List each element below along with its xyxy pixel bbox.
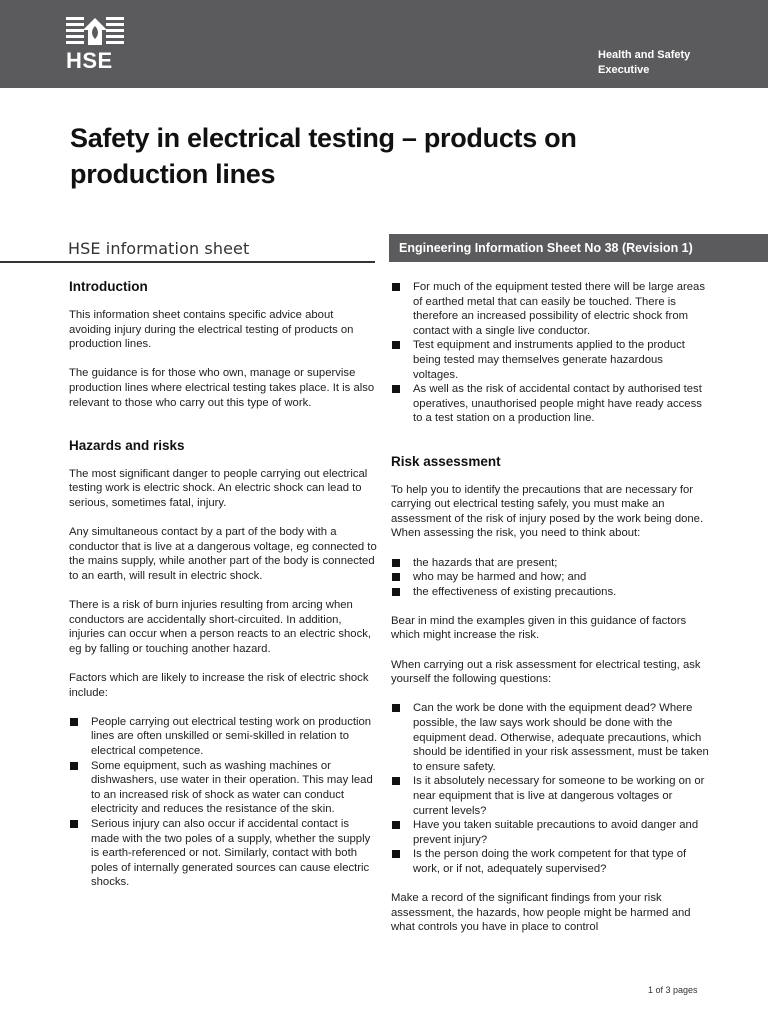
logo-text: HSE [66, 48, 113, 73]
risk-paragraph-3: When carrying out a risk assessment for electrical testing, ask yourself the following questions: [391, 658, 701, 686]
bullet-square-icon [392, 777, 400, 785]
bullet-square-icon [70, 820, 78, 828]
list-item: Serious injury can also occur if accidental contact is made with the two poles of a supply, whether the supply is earth-referenced or not. Similarly, contact with both poles of internally generated sources can cause electric shocks. [69, 817, 377, 890]
list-item: Can the work be done with the equipment dead? Where possible, the law says work should be done with the equipment dead. Otherwise, adequate precautions, which should be identified in your risk assessment, must be taken to ensure safety. [391, 701, 709, 774]
page-number: 1 of 3 pages [648, 985, 698, 995]
hse-logo [66, 17, 124, 73]
bullet-square-icon [392, 850, 400, 858]
sheet-label: HSE information sheet [68, 239, 250, 258]
left-column [69, 278, 377, 905]
list-item: Is the person doing the work competent for that type of work, or if not, adequately supervised? [391, 847, 709, 876]
list-item: Some equipment, such as washing machines or dishwashers, use water in their operation. This may lead to an increased risk of shock as water can conduct electricity and reduces the resistance of the skin. [69, 759, 377, 817]
list-item: Is it absolutely necessary for someone to be working on or near equipment that is live at dangerous voltages or current levels? [391, 774, 709, 818]
document-title [70, 120, 690, 192]
list-item: Have you taken suitable precautions to avoid danger and prevent injury? [391, 818, 709, 847]
list-item: who may be harmed and how; and [391, 570, 709, 585]
intro-paragraph-1: This information sheet contains specific advice about avoiding injury during the electrical testing of products on production lines. [69, 309, 354, 351]
shock-factors-list-continued [391, 280, 709, 426]
bullet-square-icon [392, 385, 400, 393]
org-name [598, 48, 748, 78]
title-line1: Safety in electrical testing – products on [70, 123, 577, 153]
list-item: For much of the equipment tested there will be large areas of earthed metal that can easily be touched. There is therefore an increased possibility of electric shock from contact with a single live conductor. [391, 280, 709, 338]
hazards-paragraph-4: Factors which are likely to increase the risk of electric shock include: [69, 672, 369, 699]
right-column [391, 280, 709, 950]
bullet-square-icon [392, 283, 400, 291]
hazards-paragraph-2: Any simultaneous contact by a part of the body with a conductor that is live at a dangerous voltage, eg connected to the mains supply, while another part of the body is connected to an earth, will result in electric shock. [69, 526, 377, 582]
bullet-square-icon [392, 821, 400, 829]
intro-paragraph-2: The guidance is for those who own, manage or supervise production lines where electrical testing takes place. It is also relevant to those who carry out this type of work. [69, 367, 375, 409]
bullet-square-icon [70, 718, 78, 726]
risk-assessment-heading: Risk assessment [391, 453, 501, 469]
bullet-square-icon [392, 341, 400, 349]
list-item: the hazards that are present; [391, 556, 709, 571]
org-name-line1: Health and Safety [598, 49, 691, 61]
bullet-square-icon [392, 588, 400, 596]
sheet-divider [0, 261, 375, 263]
risk-paragraph-2: Bear in mind the examples given in this guidance of factors which might increase the risk. [391, 614, 687, 642]
hazards-paragraph-1: The most significant danger to people carrying out electrical testing work is electric shock. An electric shock can lead to serious, sometimes fatal, injury. [69, 467, 368, 509]
org-name-line2: Executive [598, 64, 650, 76]
bullet-square-icon [392, 559, 400, 567]
hazards-heading: Hazards and risks [69, 437, 185, 453]
title-line2: production lines [70, 159, 276, 189]
bullet-square-icon [70, 762, 78, 770]
engineering-sheet-banner: Engineering Information Sheet No 38 (Revision 1) [389, 234, 768, 262]
shock-factors-list [69, 715, 377, 890]
list-item: Test equipment and instruments applied to the product being tested may themselves generate hazardous voltages. [391, 338, 709, 382]
header-band [0, 0, 768, 88]
bullet-square-icon [392, 573, 400, 581]
risk-paragraph-4: Make a record of the significant findings from your risk assessment, the hazards, how people might be harmed and what controls you have in place to control [391, 892, 691, 934]
hazards-paragraph-3: There is a risk of burn injuries resulting from arcing when conductors are accidentally short-circuited. In addition, injuries can occur when a person reacts to an electric shock, eg by falling or touching another hazard. [69, 599, 372, 655]
hse-crest-icon [66, 17, 124, 49]
questions-list [391, 701, 709, 876]
intro-heading: Introduction [69, 279, 148, 294]
bullet-square-icon [392, 704, 400, 712]
risk-paragraph-1: To help you to identify the precautions that are necessary for carrying out electrical testing safely, you must make an assessment of the risk of injury posed by the work being done. When assessing the risk, you need to think about: [391, 483, 704, 540]
list-item: As well as the risk of accidental contact by authorised test operatives, unauthorised people might have ready access to a test station on a production line. [391, 382, 709, 426]
think-about-list [391, 556, 709, 600]
list-item: People carrying out electrical testing work on production lines are often unskilled or semi-skilled in relation to electrical competence. [69, 715, 377, 759]
list-item: the effectiveness of existing precautions. [391, 585, 709, 600]
